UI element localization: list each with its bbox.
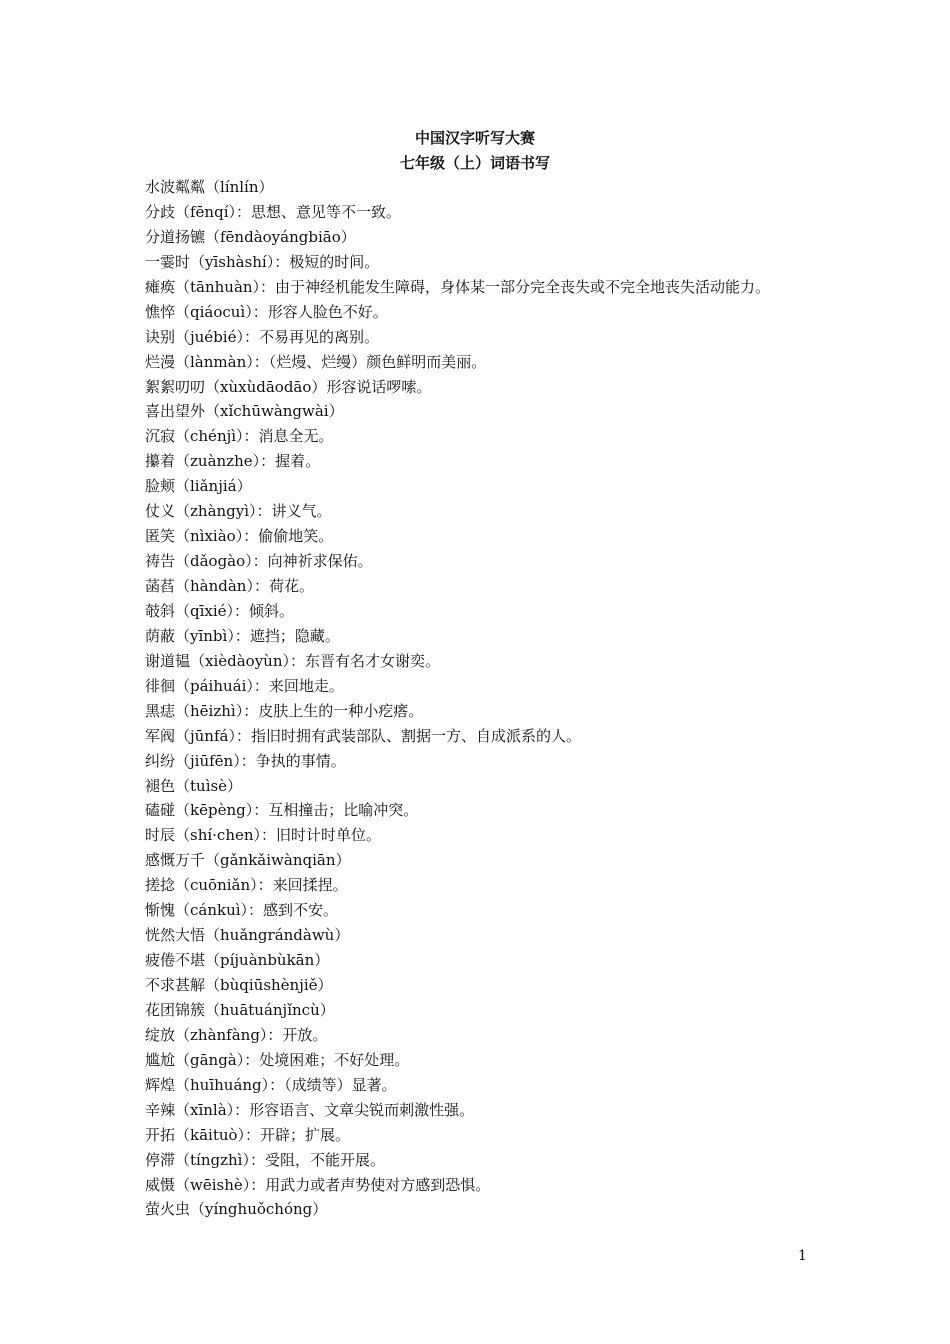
vocabulary-entry: 脸颊（liǎnjiá） <box>145 477 252 496</box>
vocabulary-entry: 谢道韫（xièdàoyùn）：东晋有名才女谢奕。 <box>145 651 441 670</box>
vocabulary-entry: 一霎时（yīshàshí）：极短的时间。 <box>145 252 380 271</box>
vocabulary-entry: 萤火虫（yínghuǒchóng） <box>145 1200 328 1219</box>
vocabulary-entry: 磕碰（kēpèng）：互相撞击；比喻冲突。 <box>145 801 419 820</box>
vocabulary-entry: 花团锦簇（huātuánjǐncù） <box>145 1000 335 1019</box>
vocabulary-entry: 黑痣（hēizhì）：皮肤上生的一种小疙瘩。 <box>145 701 424 720</box>
vocabulary-entry: 不求甚解（bùqiūshènjiě） <box>145 976 333 994</box>
vocabulary-entry: 恍然大悟（huǎngrándàwù） <box>145 926 350 945</box>
vocabulary-entry: 辛辣（xīnlà）：形容语言、文章尖锐而刺激性强。 <box>145 1100 475 1119</box>
vocabulary-entry: 分歧（fēnqí）：思想、意见等不一致。 <box>145 202 401 221</box>
vocabulary-entry: 分道扬镳（fēndàoyángbiāo） <box>145 227 356 246</box>
vocabulary-entry: 絮絮叨叨（xùxùdāodāo）形容说话啰嗦。 <box>145 377 432 396</box>
vocabulary-entry: 尴尬（gāngà）：处境困难；不好处理。 <box>145 1050 410 1069</box>
vocabulary-entry: 荫蔽（yīnbì）：遮挡；隐藏。 <box>145 626 340 645</box>
vocabulary-entry: 憔悴（qiáocuì）：形容人脸色不好。 <box>145 302 388 321</box>
vocabulary-entry: 感慨万千（gǎnkǎiwànqiān） <box>145 851 351 870</box>
vocabulary-entry: 攲斜（qīxié）：倾斜。 <box>145 601 295 620</box>
vocabulary-entry: 祷告（dǎogào）：向神祈求保佑。 <box>145 552 373 571</box>
vocabulary-entry: 威慑（wēishè）：用武力或者声势使对方感到恐惧。 <box>145 1175 491 1194</box>
vocabulary-entry: 喜出望外（xǐchūwàngwài） <box>145 402 344 421</box>
vocabulary-entry: 停滞（tíngzhì）：受阻，不能开展。 <box>145 1150 385 1169</box>
vocabulary-entry: 纠纷（jiūfēn）：争执的事情。 <box>145 751 346 770</box>
page-number: 1 <box>798 1248 807 1264</box>
vocabulary-entry: 匿笑（nìxiào）：偷偷地笑。 <box>145 527 334 546</box>
vocabulary-entry: 搓捻（cuōniǎn）：来回揉捏。 <box>145 876 348 895</box>
vocabulary-entry: 沉寂（chénjì）：消息全无。 <box>145 427 334 446</box>
vocabulary-entry: 疲倦不堪（píjuànbùkān） <box>145 951 330 970</box>
vocabulary-entry: 绽放（zhànfàng）：开放。 <box>145 1025 328 1044</box>
vocabulary-list <box>145 175 845 1222</box>
document-subtitle: 七年级（上）词语书写 <box>399 154 550 172</box>
vocabulary-entry: 时辰（shí·chen）：旧时计时单位。 <box>145 826 382 845</box>
vocabulary-entry: 徘徊（páihuái）：来回地走。 <box>145 676 344 695</box>
vocabulary-entry: 菡萏（hàndàn）：荷花。 <box>145 577 314 595</box>
vocabulary-entry: 瘫痪（tānhuàn）：由于神经机能发生障碍，身体某一部分完全丧失或不完全地丧失活动能力。 <box>145 277 771 296</box>
vocabulary-entry: 褪色（tuìsè） <box>145 776 243 795</box>
vocabulary-entry: 军阀（jūnfá）：指旧时拥有武装部队、割据一方、自成派系的人。 <box>145 726 581 745</box>
vocabulary-entry: 烂漫（lànmàn）：（烂熳、烂缦）颜色鲜明而美丽。 <box>145 352 487 371</box>
vocabulary-entry: 攥着（zuànzhe）：握着。 <box>145 452 321 471</box>
vocabulary-entry: 辉煌（huīhuáng）：（成绩等）显著。 <box>145 1075 397 1094</box>
document-title: 中国汉字听写大赛 <box>414 129 535 147</box>
vocabulary-entry: 惭愧（cánkuì）：感到不安。 <box>145 901 339 920</box>
vocabulary-entry: 水波粼粼（línlín） <box>145 178 274 196</box>
vocabulary-entry: 仗义（zhàngyì）：讲义气。 <box>145 502 332 521</box>
vocabulary-entry: 诀别（juébié）：不易再见的离别。 <box>145 327 379 346</box>
vocabulary-entry: 开拓（kāituò）：开辟；扩展。 <box>145 1125 351 1144</box>
